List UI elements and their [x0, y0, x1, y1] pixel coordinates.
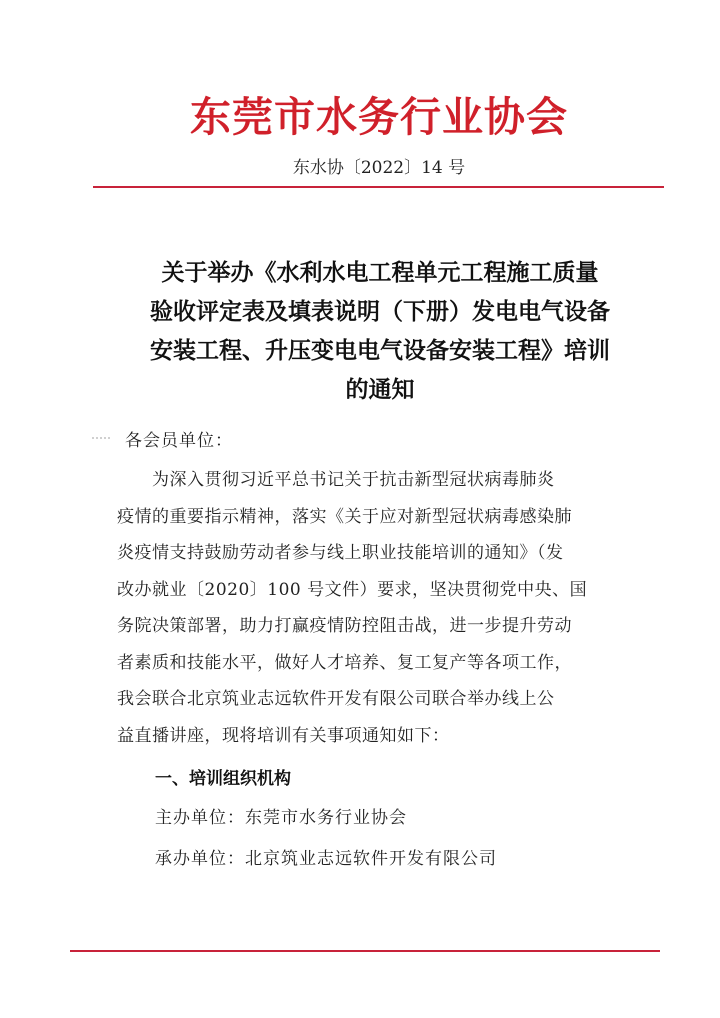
paragraph-line: 益直播讲座，现将培训有关事项通知如下： — [117, 725, 450, 746]
footer-red-rule — [70, 950, 660, 952]
paragraph-line: 我会联合北京筑业志远软件开发有限公司联合举办线上公 — [117, 689, 555, 709]
notice-title — [100, 254, 660, 410]
paragraph-line: 改办就业〔2020〕100 号文件）要求，坚决贯彻党中央、国 — [117, 579, 588, 600]
co-organizer-line: 承办单位：北京筑业志远软件开发有限公司 — [155, 849, 497, 869]
paragraph-line: 务院决策部署，助力打赢疫情防控阻击战，进一步提升劳动 — [117, 616, 572, 636]
notice-title-line: 关于举办《水利水电工程单元工程施工质量 — [161, 260, 599, 286]
body-paragraph — [117, 462, 637, 754]
organization-title: 东莞市水务行业协会 — [190, 93, 568, 141]
salutation: 各会员单位： — [125, 431, 233, 451]
notice-title-line: 安装工程、升压变电电气设备安装工程》培训 — [150, 338, 610, 364]
notice-title-line: 验收评定表及填表说明（下册）发电电气设备 — [150, 299, 610, 325]
section-heading: 一、培训组织机构 — [155, 769, 291, 789]
header-red-rule — [93, 186, 664, 188]
paragraph-line: 炎疫情支持鼓励劳动者参与线上职业技能培训的通知》（发 — [117, 543, 564, 563]
organizer-line: 主办单位：东莞市水务行业协会 — [155, 808, 407, 828]
paragraph-line: 者素质和技能水平，做好人才培养、复工复产等各项工作， — [117, 652, 572, 673]
notice-title-line: 的通知 — [345, 377, 415, 403]
paragraph-line: 疫情的重要指示精神，落实《关于应对新型冠状病毒感染肺 — [117, 506, 572, 527]
scan-artifact-mark — [92, 437, 110, 439]
document-number: 东水协〔2022〕14 号 — [292, 158, 466, 178]
paragraph-line: 为深入贯彻习近平总书记关于抗击新型冠状病毒肺炎 — [117, 470, 555, 490]
